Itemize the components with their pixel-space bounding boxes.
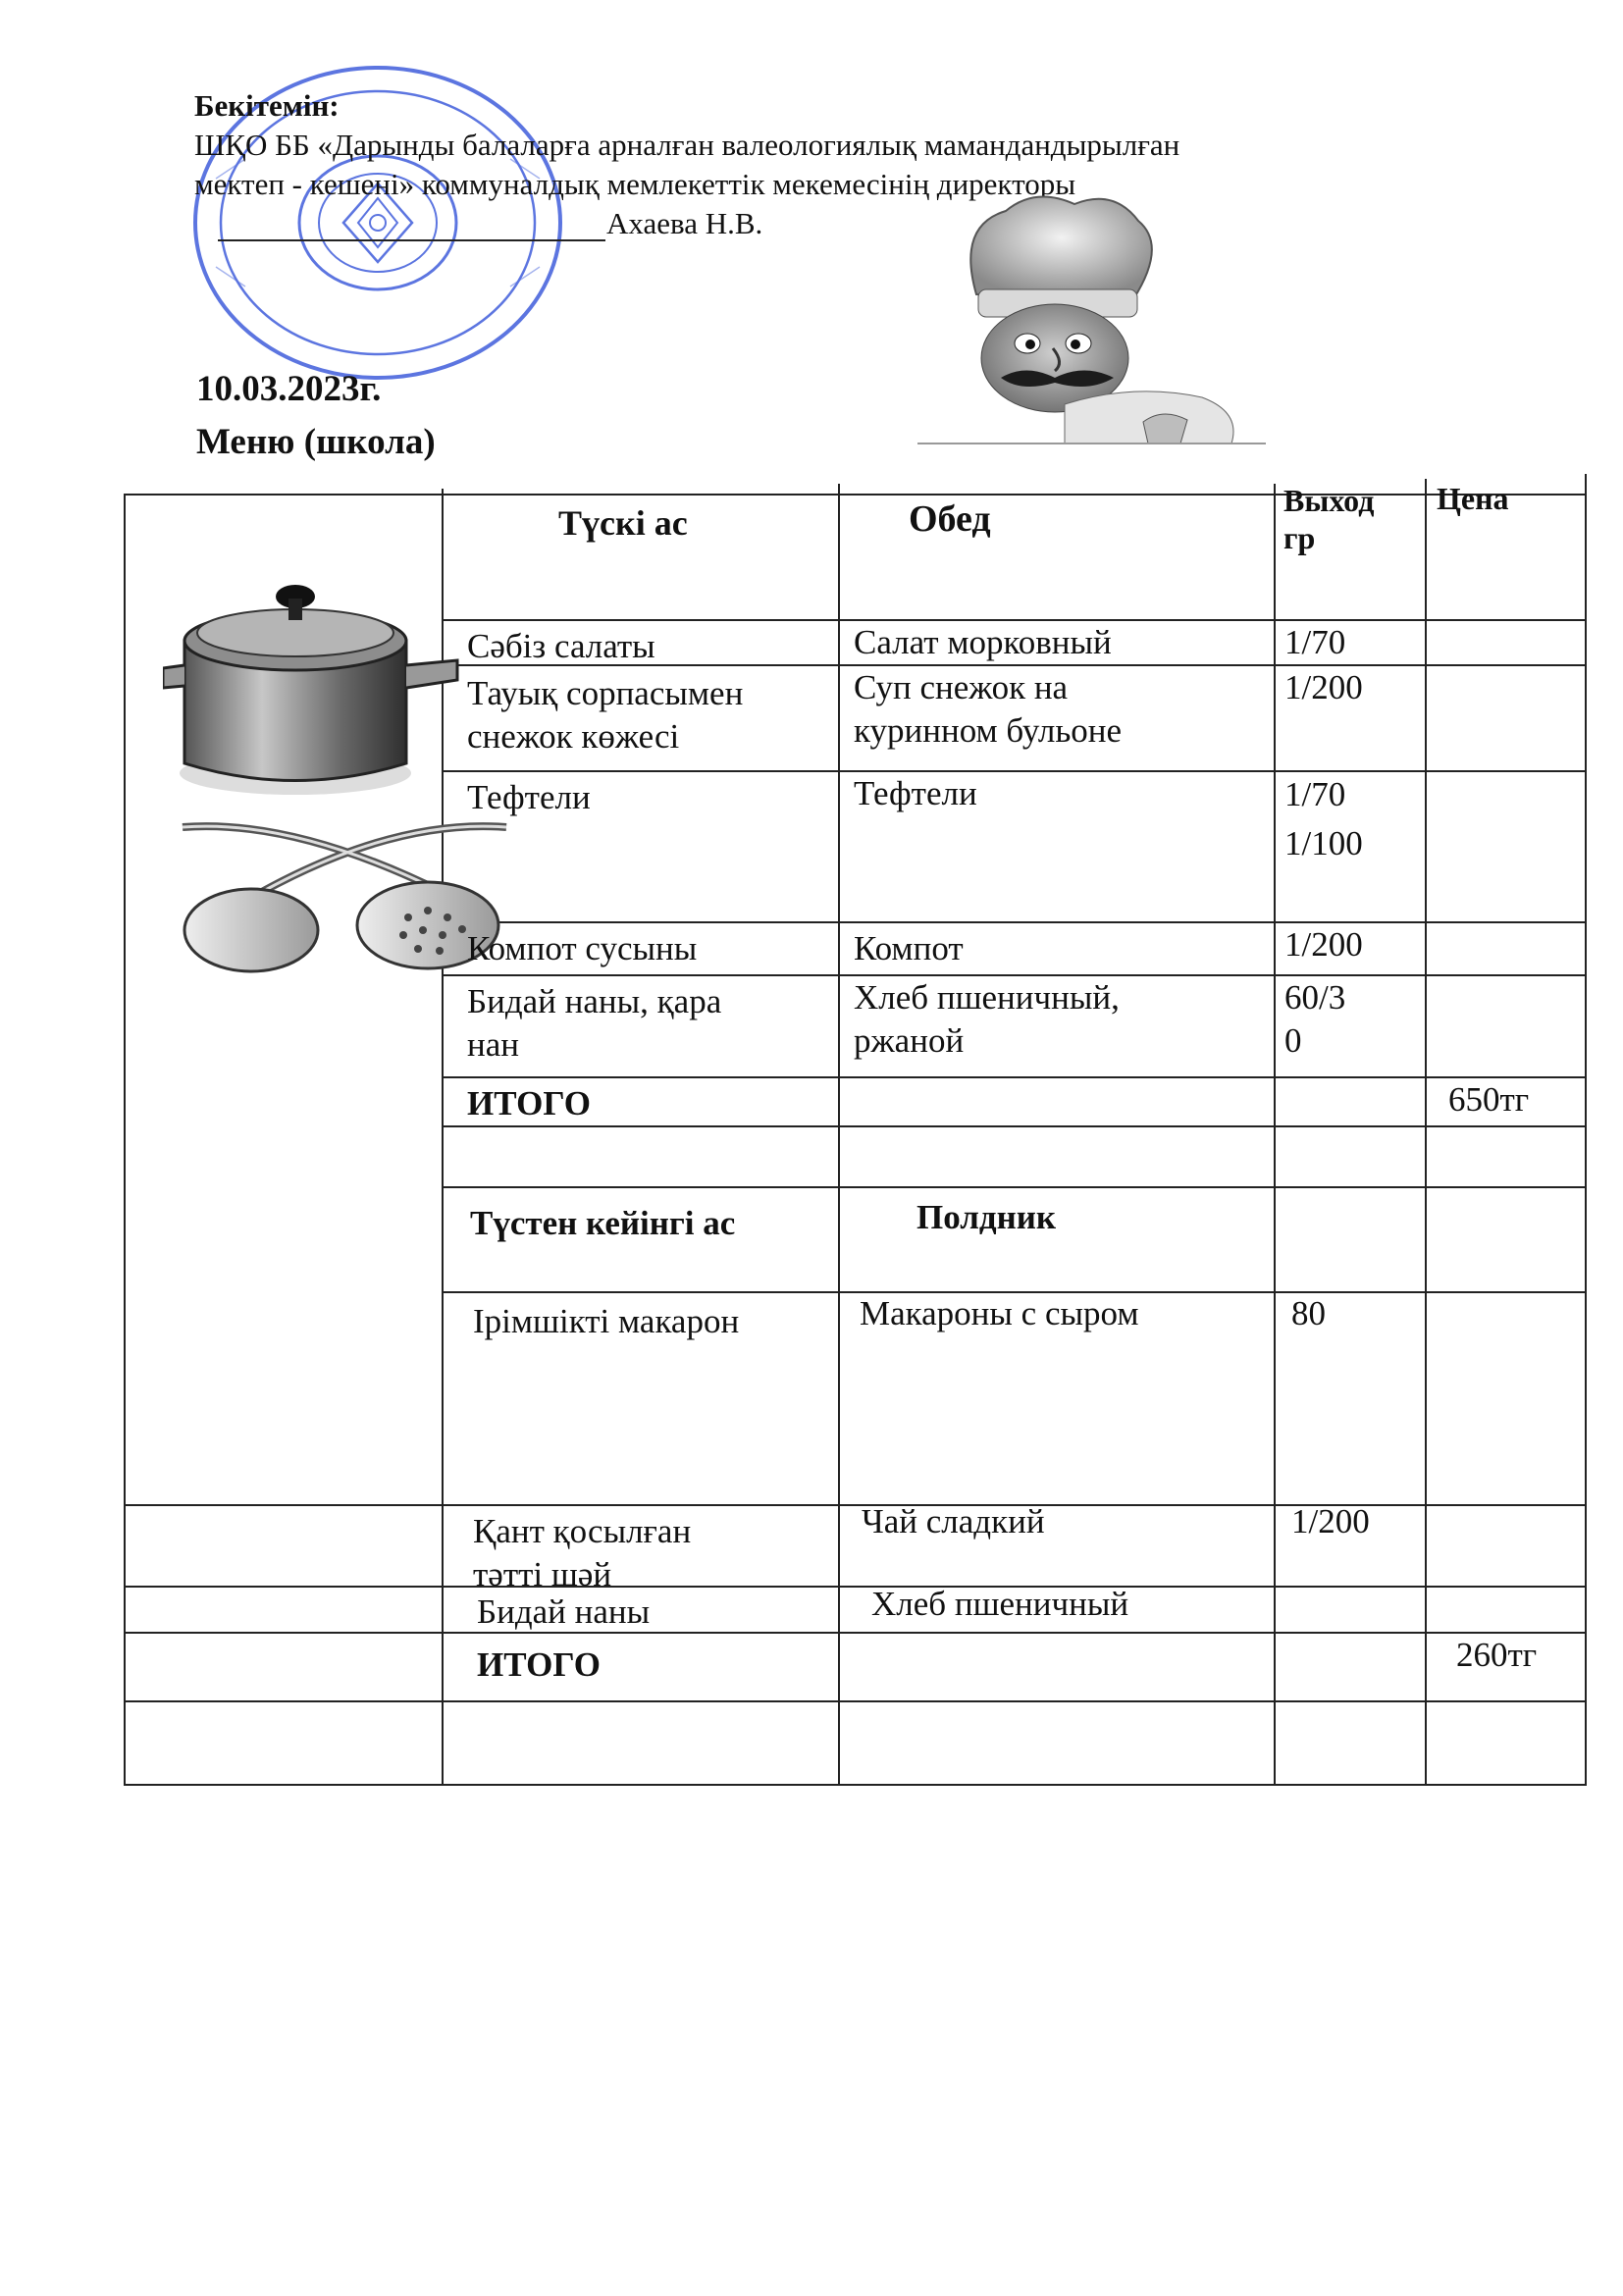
row-line — [442, 1186, 1587, 1188]
signature-line — [218, 239, 605, 241]
lunch-kz-3: Тефтели — [467, 778, 591, 816]
lunch-weight-1: 1/70 — [1284, 623, 1346, 661]
approval-line-2: мектеп - кешені» коммуналдық мемлекеттік мекемесінің директоры — [194, 167, 1076, 201]
snack-weight-1: 80 — [1291, 1294, 1326, 1332]
lunch-ru-3: Тефтели — [854, 774, 977, 812]
col-divider-2 — [838, 484, 840, 1786]
snack-kz-3: Бидай наны — [477, 1592, 651, 1631]
snack-kz-2: Қант қосылған тәтті шәй — [473, 1512, 692, 1593]
lunch-weight-3: 1/70 1/100 — [1284, 775, 1363, 862]
lunch-kz-5: Бидай наны, қара нан — [467, 982, 722, 1064]
header-kazakh: Түскі ас — [558, 503, 688, 543]
snack-ru-3: Хлеб пшеничный — [871, 1585, 1129, 1623]
row-line — [124, 1586, 1587, 1588]
row-line — [124, 1700, 1587, 1702]
lunch-ru-2: Суп снежок на куринном бульоне — [854, 668, 1123, 750]
row-line — [124, 1632, 1587, 1634]
lunch-weight-2: 1/200 — [1284, 668, 1363, 706]
lunch-kz-2: Тауық сорпасымен снежок көжесі — [467, 674, 744, 756]
lunch-ru-1: Салат морковный — [854, 623, 1112, 661]
snack-ru-1: Макароны с сыром — [860, 1294, 1139, 1332]
row-line — [442, 1076, 1587, 1078]
header-weight: Выход гр — [1283, 483, 1375, 555]
table-border-right — [1585, 474, 1587, 1786]
col-divider-4 — [1425, 479, 1427, 1786]
menu-table — [124, 474, 1587, 1786]
approval-label: Бекітемін: — [194, 88, 340, 123]
snack-kz-1: Ірімшікті макарон — [473, 1302, 740, 1340]
snack-header-ru: Полдник — [916, 1198, 1057, 1236]
lunch-weight-4: 1/200 — [1284, 925, 1363, 964]
snack-total-price: 260тг — [1456, 1636, 1538, 1674]
row-line — [442, 921, 1587, 923]
menu-title: Меню (школа) — [196, 422, 436, 462]
lunch-kz-4: Компот сусыны — [467, 929, 698, 967]
snack-header-kz: Түстен кейінгі ас — [470, 1204, 736, 1242]
col-divider-3 — [1274, 484, 1276, 1786]
table-border-left — [124, 494, 126, 1786]
signatory-name: Ахаева Н.В. — [606, 206, 763, 240]
header-russian: Обед — [909, 498, 991, 540]
approval-block — [194, 86, 1470, 247]
lunch-kz-1: Сәбіз салаты — [467, 627, 655, 665]
signature-row — [194, 204, 1470, 247]
lunch-total-label: ИТОГО — [467, 1084, 591, 1122]
header-price: Цена — [1437, 481, 1509, 516]
chef-image — [917, 186, 1266, 446]
lunch-total-price: 650тг — [1448, 1080, 1530, 1119]
approval-line-1: ШҚО ББ «Дарынды балаларға арналған валеологиялық мамандандырылған — [194, 128, 1180, 162]
snack-total-label: ИТОГО — [477, 1645, 601, 1684]
lunch-ru-4: Компот — [854, 929, 964, 967]
lunch-ru-5: Хлеб пшеничный, ржаной — [854, 978, 1120, 1060]
snack-weight-2: 1/200 — [1291, 1502, 1370, 1540]
table-border-bottom — [124, 1784, 1587, 1786]
menu-date: 10.03.2023г. — [196, 369, 382, 409]
lunch-weight-5: 60/3 0 — [1284, 978, 1346, 1060]
pot-image — [163, 552, 526, 974]
row-line — [442, 770, 1587, 772]
snack-ru-2: Чай сладкий — [862, 1502, 1045, 1540]
row-line — [442, 1125, 1587, 1127]
